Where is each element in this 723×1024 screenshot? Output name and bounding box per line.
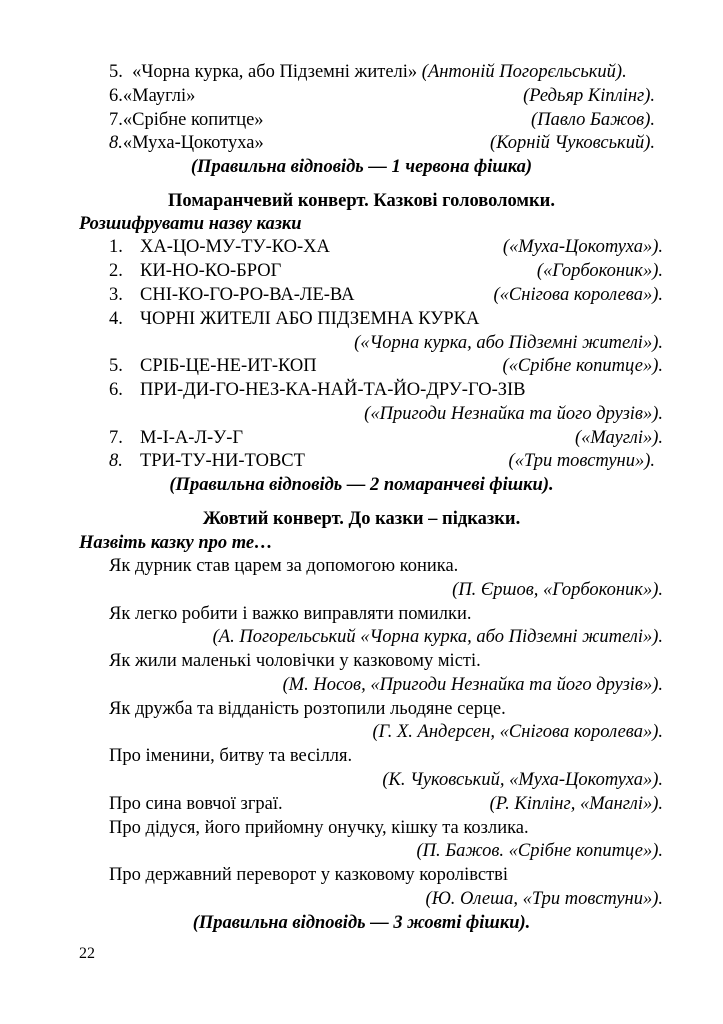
puzzle-answer: («Горбоконик»). [536, 261, 663, 281]
item-number: 1. [109, 237, 123, 257]
question-answer: (Г. Х. Андерсен, «Снігова королева»). [372, 722, 663, 742]
question-text: Про державний переворот у казковому королівстві [109, 865, 509, 885]
question-answer: (П. Бажов. «Срібне копитце»). [416, 841, 663, 861]
answer-note: (Правильна відповідь — 3 жовті фішки). [192, 913, 531, 933]
section-task: Назвіть казку про те… [79, 533, 273, 553]
question-text: Про дідуся, його прийомну онучку, кішку та козлика. [109, 818, 529, 838]
question-text: Про сина вовчої зграї. [109, 794, 283, 814]
question-answer: (П. Єршов, «Горбоконик»). [452, 580, 663, 600]
item-number: 4. [109, 309, 123, 329]
puzzle-answer: («Чорна курка, або Підземні жителі»). [354, 333, 663, 353]
question-answer: (А. Погорельський «Чорна курка, або Підземні жителі»). [212, 627, 663, 647]
puzzle-text: ПРИ-ДИ-ГО-НЕЗ-КА-НАЙ-ТА-ЙО-ДРУ-ГО-ЗІВ [140, 380, 526, 400]
puzzle-text: СРІБ-ЦЕ-НЕ-ИТ-КОП [140, 356, 317, 376]
question-answer: (К. Чуковський, «Муха-Цокотуха»). [382, 770, 663, 790]
list-item-author: (Корній Чуковський). [490, 133, 655, 153]
item-number: 7. [109, 428, 123, 448]
item-number: 8. [109, 451, 123, 471]
item-number: 6. [109, 380, 123, 400]
question-text: Про іменини, битву та весілля. [109, 746, 353, 766]
answer-note: (Правильна відповідь — 1 червона фішка) [190, 157, 533, 177]
item-number: 3. [109, 285, 123, 305]
list-item-author: (Редьяр Кіплінг). [523, 86, 655, 106]
puzzle-answer: («Срібне копитце»). [502, 356, 663, 376]
puzzle-answer: («Муха-Цокотуха»). [502, 237, 663, 257]
item-number: 5. [109, 356, 123, 376]
question-text: Як дурник став царем за допомогою коника. [109, 556, 459, 576]
question-text: Як легко робити і важко виправляти помилки. [109, 604, 472, 624]
puzzle-answer: («Три товстуни»). [508, 451, 655, 471]
section-heading: Помаранчевий конверт. Казкові головоломки. [168, 191, 555, 211]
list-item: 8.«Муха-Цокотуха» [109, 133, 264, 153]
puzzle-text: СНІ-КО-ГО-РО-ВА-ЛЕ-ВА [140, 285, 355, 305]
question-text: Як жили маленькі чоловічки у казковому місті. [109, 651, 481, 671]
question-answer: (Р. Кіплінг, «Манглі»). [489, 794, 663, 814]
question-text: Як дружба та відданість розтопили льодяне серце. [109, 699, 506, 719]
list-item: 7.«Срібне копитце» [109, 110, 264, 130]
answer-note: (Правильна відповідь — 2 помаранчеві фішки). [169, 475, 554, 495]
puzzle-text: М-І-А-Л-У-Г [140, 428, 244, 448]
section-task: Розшифрувати назву казки [79, 214, 302, 234]
puzzle-text: ХА-ЦО-МУ-ТУ-КО-ХА [140, 237, 330, 257]
list-item: 6.«Мауглі» [109, 86, 196, 106]
puzzle-text: ЧОРНІ ЖИТЕЛІ АБО ПІДЗЕМНА КУРКА [140, 309, 480, 329]
list-item: 5. «Чорна курка, або Підземні жителі» (Антоній Погорєльський). [109, 62, 627, 82]
puzzle-text: ТРИ-ТУ-НИ-ТОВСТ [140, 451, 305, 471]
list-item-author: (Павло Бажов). [531, 110, 655, 130]
section-heading: Жовтий конверт. До казки – підказки. [202, 509, 521, 529]
puzzle-answer: («Снігова королева»). [493, 285, 663, 305]
question-answer: (Ю. Олеша, «Три товстуни»). [425, 889, 663, 909]
puzzle-text: КИ-НО-КО-БРОГ [140, 261, 282, 281]
item-number: 2. [109, 261, 123, 281]
puzzle-answer: («Пригоди Незнайка та його друзів»). [364, 404, 663, 424]
puzzle-answer: («Мауглі»). [575, 428, 663, 448]
page-number: 22 [79, 945, 95, 962]
question-answer: (М. Носов, «Пригоди Незнайка та його друзів»). [282, 675, 663, 695]
